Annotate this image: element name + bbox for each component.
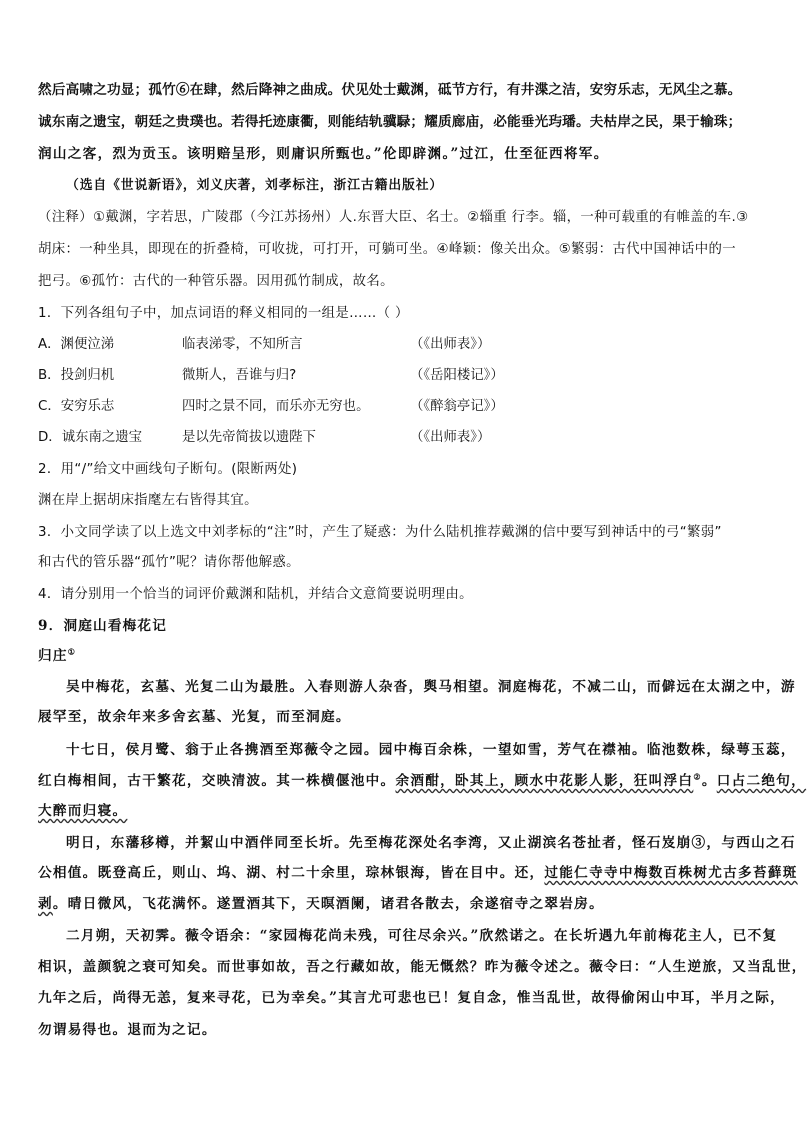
option-source: （《出师表》） (410, 430, 491, 445)
option-phrase: D．诚东南之遗宝 (38, 430, 143, 445)
notes-line: 胡床：一种坐具，即现在的折叠椅，可收拢，可打开，可躺可坐。④峰颖：像关出众。⑤繁弱：古代中国神话中的一 (38, 242, 736, 257)
passage-line: 二月朔，天初霁。薇令语余：“家园梅花尚未残，可往尽余兴。”欣然诺之。在长圻遇九年前梅花主人，已不复 (66, 928, 778, 944)
question-1-prompt: 1．下列各组句子中，加点词语的释义相同的一组是……（ ） (38, 306, 409, 321)
passage-line: 诚东南之遗宝，朝廷之贵璞也。若得托迹康衢，则能结轨骥騄；耀质廊庙，必能垂光玙璠。夫枯岸之民，果于输珠； (38, 114, 742, 130)
option-compare: 微斯人，吾谁与归? (182, 368, 297, 383)
option-phrase: A．渊便泣涕 (38, 337, 115, 352)
passage-text: 。 (701, 773, 717, 789)
underlined-sentence: 余酒酣，卧其上，顾水中花影人影，狂叫浮白 (395, 773, 694, 789)
option-compare: 四时之景不同，而乐亦无穷也。 (182, 399, 370, 414)
question-2-sentence: 渊在岸上据胡床指麾左右皆得其宜。 (38, 493, 258, 508)
passage-line (38, 894, 758, 914)
option-phrase: B．投剑归机 (38, 368, 115, 383)
passage-line: 勿谓易得也。退而为之记。 (38, 1022, 217, 1038)
passage-line: 屐罕至，故余年来多舍玄墓、光复，而至洞庭。 (38, 709, 351, 725)
passage-line: 润山之客，烈为贡玉。该明赔呈形，则庸识所甄也。”伦即辟渊。”过江，仕至征西将军。 (38, 146, 609, 162)
question-3-line: 3．小文同学读了以上选文中刘孝标的“注”时，产生了疑惑：为什么陆机推荐戴渊的信中要写到神话中的弓“繁弱” (38, 525, 722, 540)
option-compare: 是以先帝简拔以遗陛下 (182, 430, 316, 445)
passage-line (38, 771, 807, 791)
question-9-author (38, 646, 758, 666)
notes-line: （注释）①戴渊，字若思，广陵郡（今江苏扬州）人.东晋大臣、名士。②辎重 行李。辎，一种可载重的有帷盖的车.③ (38, 210, 749, 225)
underlined-sentence: 大醉而归寝。 (38, 803, 128, 819)
question-4-prompt: 4．请分别用一个恰当的词评价戴渊和陆机，并结合文意简要说明理由。 (38, 587, 473, 602)
passage-line: 十七日，侯月鹭、翁于止各携酒至郑薇令之园。园中梅百余株，一望如雪，芳气在襟袖。临池数株，绿萼玉蕊， (66, 742, 796, 758)
footnote-marker: ① (67, 646, 77, 657)
passage-source: （选自《世说新语》，刘义庆著，刘孝标注，浙江古籍出版社） (66, 178, 444, 193)
underlined-sentence: 口占二绝句， (716, 773, 807, 789)
passage-text: 红白梅相间，古干繁花，交映清波。其一株横偃池中。 (38, 773, 396, 789)
passage-text: 公相值。既登高丘，则山、坞、湖、村二十余里，琮林银海，皆在目中。还， (38, 865, 545, 881)
option-source: （《岳阳楼记》） (410, 368, 504, 383)
passage-line: 吴中梅花，玄墓、光复二山为最胜。入春则游人杂沓，舆马相望。洞庭梅花，不减二山，而僻远在太湖之中，游 (66, 679, 796, 695)
question-9-title: 9．洞庭山看梅花记 (38, 618, 168, 634)
question-3-line: 和古代的管乐器“孤竹”呢？请你帮他解惑。 (38, 555, 300, 570)
option-source: （《出师表》） (410, 337, 491, 352)
question-2-prompt: 2．用“/”给文中画线句子断句。(限断两处) (38, 462, 298, 477)
option-phrase: C．安穷乐志 (38, 399, 115, 414)
passage-line: 相识，盖颜貌之衰可知矣。而世事如故，吾之行藏如故，能无慨然？昨为薇令述之。薇令曰：“人生逆旅，又当乱世， (38, 959, 807, 975)
passage-line (38, 801, 758, 821)
passage-text: 。晴日微风，飞花满怀。遂置酒其下，天暝酒阑，诸君各散去，余遂宿寺之翠岩房。 (52, 896, 604, 912)
passage-line: 九年之后，尚得无恙，复来寻花，已为幸矣。”其言尤可悲也已！复自念，惟当乱世，故得偷闲山中耳，半月之际， (38, 990, 786, 1006)
author-name: 归庄 (38, 648, 68, 664)
notes-line: 把弓。⑥孤竹：古代的一种管乐器。因用孤竹制成，故名。 (38, 274, 394, 289)
footnote-marker: ② (693, 771, 702, 782)
underlined-sentence: 剥 (38, 896, 53, 912)
underlined-sentence: 过能仁寺寺中梅数百株树尤古多苔藓斑 (544, 865, 798, 881)
passage-line: 然后高啸之功显；孤竹⑥在肆，然后降神之曲成。伏见处士戴渊，砥节方行，有井渫之洁，安穷乐志，无风尘之慕。 (38, 82, 742, 98)
passage-line: 明日，东藩移樽，并絜山中酒伴同至长圻。先至梅花深处名李湾，又止湖滨名苍扯者，怪石岌崩③，与西山之石 (66, 835, 796, 851)
passage-line (38, 863, 798, 883)
option-compare: 临表涕零，不知所言 (182, 337, 303, 352)
option-source: （《醉翁亭记》） (410, 399, 504, 414)
